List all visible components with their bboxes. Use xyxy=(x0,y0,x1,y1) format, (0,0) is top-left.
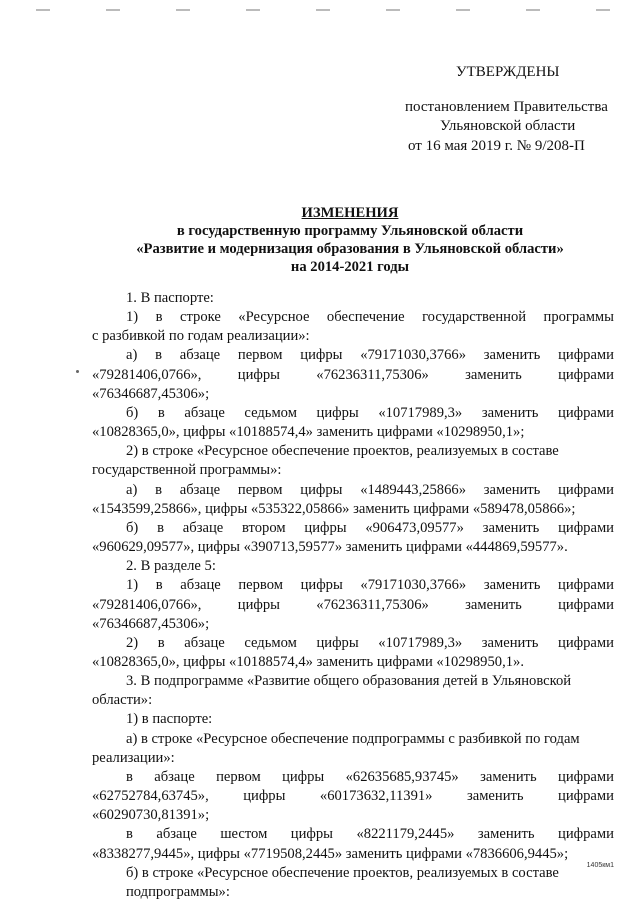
word: «76236311,75306» xyxy=(316,596,429,613)
word: 2) xyxy=(126,634,139,651)
body-line-4 xyxy=(92,346,614,365)
word: первом xyxy=(237,347,283,364)
word: цифрами xyxy=(558,404,614,421)
body-line-6: «76346687,45306»; xyxy=(92,385,210,402)
word: «Ресурсное xyxy=(238,309,310,326)
word: программы xyxy=(543,309,614,326)
word: «62635685,93745» xyxy=(345,768,459,785)
word: в xyxy=(157,634,165,651)
footer-code: 1405км1 xyxy=(586,862,614,869)
word: цифры xyxy=(243,788,286,805)
word: «10717989,3» xyxy=(378,404,463,421)
body-line-23: 1) в паспорте: xyxy=(126,711,213,728)
body-line-22: области»: xyxy=(92,692,153,709)
word: цифрами xyxy=(558,347,614,364)
word: в xyxy=(155,577,163,594)
word: цифрами xyxy=(558,634,614,651)
word: «79281406,0766», xyxy=(92,366,202,383)
body-line-10: государственной программы»: xyxy=(92,462,282,479)
word: а) xyxy=(126,481,138,498)
word: первом xyxy=(216,768,261,785)
word: «79281406,0766», xyxy=(92,596,202,613)
body-line-19 xyxy=(92,634,614,653)
word: а) xyxy=(126,347,138,364)
word: «79171030,3766» xyxy=(360,347,466,364)
word: б) xyxy=(126,519,139,536)
word: обеспечение xyxy=(326,309,405,326)
word: 1) xyxy=(126,577,139,594)
word: абзаце xyxy=(180,577,221,594)
word: «8221179,2445» xyxy=(356,826,455,843)
body-line-13 xyxy=(92,519,614,538)
word: в xyxy=(155,481,162,498)
word: цифры xyxy=(316,404,359,421)
word: цифрами xyxy=(558,768,614,785)
word: цифрами xyxy=(558,788,614,805)
word: цифры xyxy=(304,519,347,536)
word: цифрами xyxy=(558,519,614,536)
decree-line-1: постановлением Правительства xyxy=(405,99,608,115)
word: заменить xyxy=(482,519,540,536)
word: «10717989,3» xyxy=(378,634,463,651)
body-line-27 xyxy=(92,787,614,806)
body-line-14: «960629,09577», цифры «390713,59577» заменить цифрами «444869,59577». xyxy=(92,539,568,556)
word: заменить xyxy=(465,596,522,613)
word: цифрами xyxy=(558,596,614,613)
word: цифры xyxy=(237,366,280,383)
body-line-30: «8338277,9445», цифры «7719508,2445» заменить цифрами «7836606,9445»; xyxy=(92,845,569,862)
word: заменить xyxy=(483,481,541,498)
word: заменить xyxy=(481,634,539,651)
word: абзаце xyxy=(182,519,224,536)
word: цифрами xyxy=(558,577,614,594)
body-line-16 xyxy=(92,576,614,595)
word: заменить xyxy=(466,788,524,805)
body-line-2 xyxy=(92,308,614,327)
body-line-8: «10828365,0», цифры «10188574,4» заменить цифрами «10298950,1»; xyxy=(92,424,525,441)
title-line-3: «Развитие и модернизация образования в Ульяновской области» xyxy=(136,241,564,257)
word: в xyxy=(126,768,133,785)
word: заменить xyxy=(480,768,537,785)
decree-line-2: Ульяновской области xyxy=(440,118,576,134)
word: 1) xyxy=(126,309,139,326)
scan-top-marks xyxy=(36,9,636,11)
word: «906473,09577» xyxy=(365,519,464,536)
word: заменить xyxy=(483,347,541,364)
body-line-5 xyxy=(92,366,614,385)
body-line-18: «76346687,45306»; xyxy=(92,615,210,632)
word: «62752784,63745», xyxy=(92,788,209,805)
word: первом xyxy=(238,577,283,594)
word: первом xyxy=(237,481,283,498)
word: «76236311,75306» xyxy=(316,366,429,383)
scan-speck xyxy=(76,370,79,373)
word: шестом xyxy=(220,826,268,843)
body-line-17 xyxy=(92,596,614,615)
word: заменить xyxy=(483,577,541,594)
word: цифры xyxy=(316,634,359,651)
word: цифрами xyxy=(558,826,614,843)
body-line-15: 2. В разделе 5: xyxy=(126,558,216,575)
word: абзаце xyxy=(156,826,197,843)
word: государственной xyxy=(422,309,527,326)
approved-label: УТВЕРЖДЕНЫ xyxy=(456,64,560,80)
body-line-24: а) в строке «Ресурсное обеспечение подпрограммы с разбивкой по годам xyxy=(126,730,580,747)
document-body xyxy=(92,289,614,902)
body-line-29 xyxy=(92,825,614,844)
word: «79171030,3766» xyxy=(360,577,467,594)
body-line-31: б) в строке «Ресурсное обеспечение проектов, реализуемых в составе xyxy=(126,864,559,881)
word: цифры xyxy=(300,481,343,498)
decree-line-3: от 16 мая 2019 г. № 9/208-П xyxy=(408,138,585,154)
word: б) xyxy=(126,404,139,421)
word: «60173632,11391» xyxy=(319,788,433,805)
title-line-2: в государственную программу Ульяновской области xyxy=(176,223,524,239)
body-line-25: реализации»: xyxy=(92,749,175,766)
body-line-21: 3. В подпрограмме «Развитие общего образования детей в Ульяновской xyxy=(126,673,572,690)
body-line-9: 2) в строке «Ресурсное обеспечение проектов, реализуемых в составе xyxy=(126,443,559,460)
word: в xyxy=(155,309,163,326)
body-line-20: «10828365,0», цифры «10188574,4» заменить цифрами «10298950,1». xyxy=(92,653,524,670)
word: «1489443,25866» xyxy=(360,481,466,498)
document-title xyxy=(0,204,640,276)
body-line-3: с разбивкой по годам реализации»: xyxy=(92,328,310,345)
title-main: ИЗМЕНЕНИЯ xyxy=(301,205,399,221)
body-line-12: «1543599,25866», цифры «535322,05866» заменить цифрами «589478,05866»; xyxy=(92,500,576,517)
word: цифрами xyxy=(558,481,614,498)
word: абзаце xyxy=(179,347,221,364)
body-line-28: «60290730,81391»; xyxy=(92,807,210,824)
word: седьмом xyxy=(244,404,297,421)
word: заменить xyxy=(481,404,539,421)
word: цифрами xyxy=(558,366,614,383)
body-line-1: 1. В паспорте: xyxy=(126,290,214,306)
word: цифры xyxy=(237,596,280,613)
word: в xyxy=(157,404,165,421)
word: в xyxy=(155,347,162,364)
word: абзаце xyxy=(184,404,225,421)
word: втором xyxy=(242,519,286,536)
title-line-4: на 2014-2021 годы xyxy=(290,259,410,275)
body-line-11 xyxy=(92,481,614,500)
word: цифры xyxy=(300,347,343,364)
word: цифры xyxy=(290,826,333,843)
word: седьмом xyxy=(244,634,297,651)
body-line-32: подпрограммы»: xyxy=(126,883,230,900)
word: абзаце xyxy=(154,768,195,785)
word: в xyxy=(126,826,133,843)
body-line-7 xyxy=(92,404,614,423)
word: заменить xyxy=(465,366,522,383)
word: в xyxy=(157,519,164,536)
word: цифры xyxy=(282,768,325,785)
word: абзаце xyxy=(179,481,221,498)
word: абзаце xyxy=(184,634,225,651)
word: строке xyxy=(179,309,221,326)
word: цифры xyxy=(300,577,343,594)
body-line-26 xyxy=(92,768,614,787)
word: заменить xyxy=(477,826,535,843)
